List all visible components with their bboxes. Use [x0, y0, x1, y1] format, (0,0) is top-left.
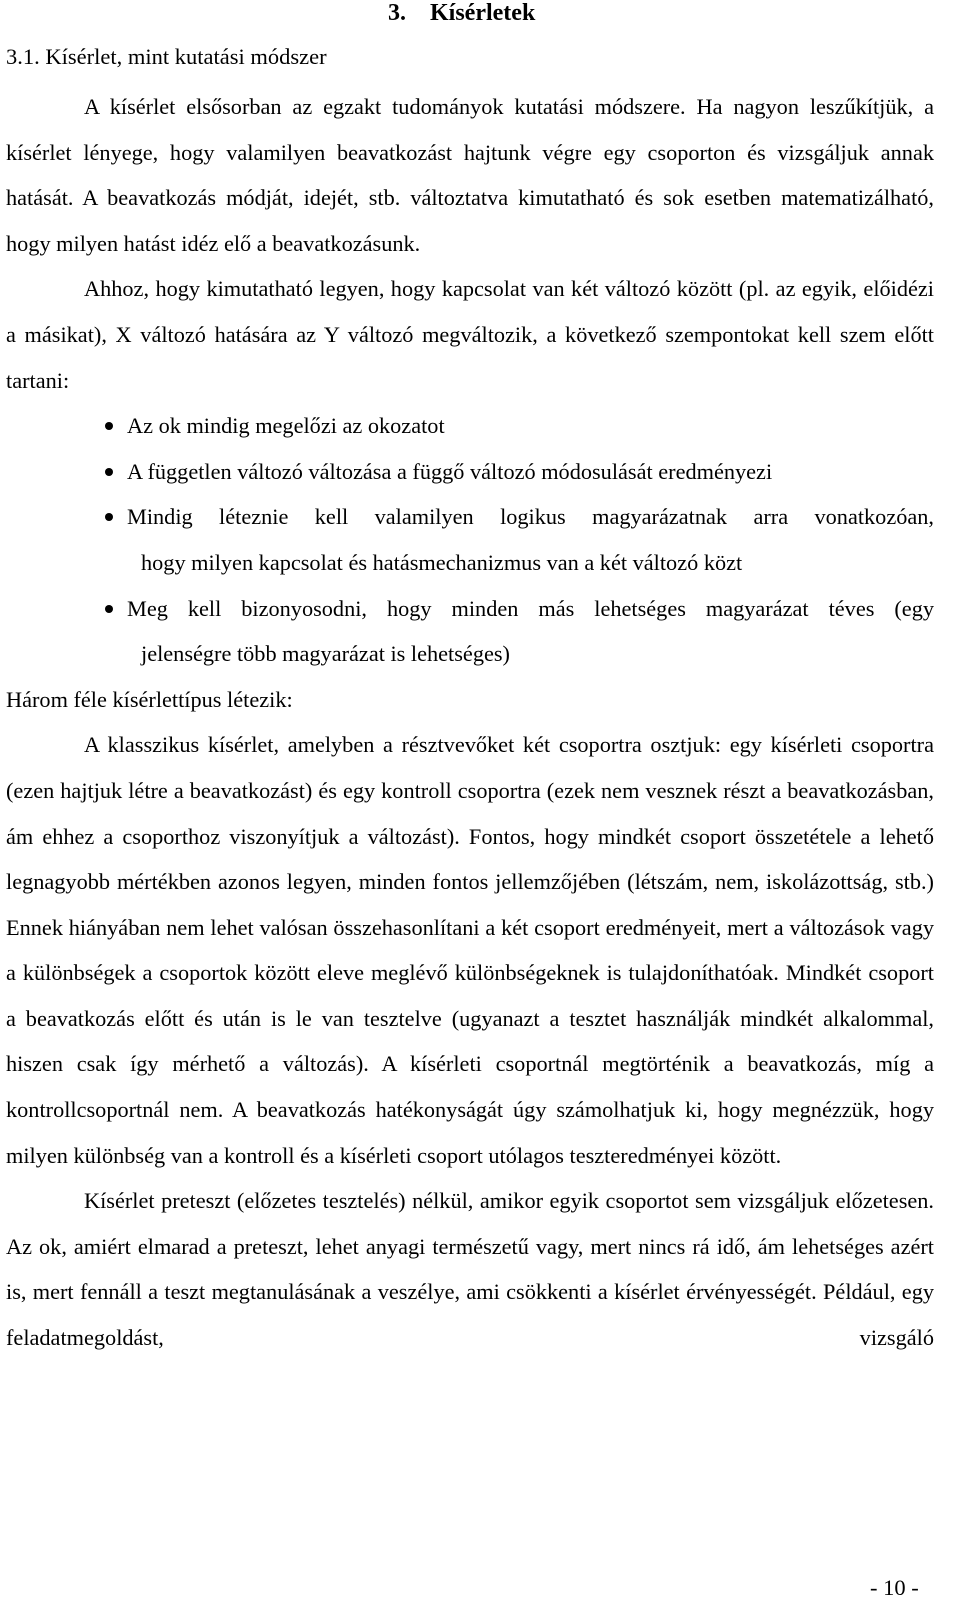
- criteria-list: [6, 403, 934, 677]
- section-title: 3.1. Kísérlet, mint kutatási módszer: [6, 44, 327, 69]
- body-text: [6, 84, 934, 1361]
- list-item-text: Meg kell bizonyosodni, hogy minden más lehetséges magyarázat téves (egy: [127, 595, 934, 621]
- paragraph-types-intro: Három féle kísérlettípus létezik:: [6, 686, 293, 712]
- list-item: [6, 494, 934, 585]
- paragraph-relationship: Ahhoz, hogy kimutatható legyen, hogy kapcsolat van két változó között (pl. az egyik, előidézi a másikat), X változó hatására az Y változó megváltozik, a következő szempontokat kell szem előtt tartani:: [6, 276, 934, 393]
- bullet-icon: [105, 468, 113, 476]
- list-item: [6, 586, 934, 677]
- list-item-text: Mindig léteznie kell valamilyen logikus magyarázatnak arra vonatkozóan,: [127, 504, 934, 530]
- list-item-text-continued: jelenségre több magyarázat is lehetséges): [141, 641, 510, 667]
- paragraph-classic-experiment: A klasszikus kísérlet, amelyben a résztvevőket két csoportra osztjuk: egy kísérleti csoportra (ezen hajtjuk létre a beavatkozást) és egy kontroll csoportra (ezek nem vesznek részt a beavatkozásban, ám ehhez a csoporthoz viszonyítjuk a változást). Fontos, hogy mindkét csoport összetétele a lehető legnagyobb mértékben azonos legyen, minden fontos jellemzőjében (létszám, nem, iskolázottság, stb.) Ennek hiányában nem lehet valósan összehasonlítani a két csoport eredményeit, mert a változások vagy a különbségek a csoportok között eleve meglévő különbségeknek is tulajdoníthatóak. Mindkét csoport a beavatkozás előtt és után is le van tesztelve (ugyanazt a tesztet használják mindkét alkalommal, hiszen csak így mérhető a változás). A kísérleti csoportnál megtörténik a beavatkozás, míg a kontrollcsoportnál nem. A beavatkozás hatékonyságát úgy számolhatjuk ki, hogy megnézzük, hogy milyen különbség van a kontroll és a kísérleti csoport utólagos teszteredményei között.: [6, 732, 934, 1168]
- list-item-text-continued: hogy milyen kapcsolat és hatásmechanizmus van a két változó közt: [141, 549, 743, 575]
- list-item: [6, 403, 934, 449]
- list-item-text: A független változó változása a függő változó módosulását eredményezi: [127, 458, 773, 484]
- chapter-title: 3. Kísérletek: [388, 0, 536, 26]
- paragraph-no-pretest: Kísérlet preteszt (előzetes tesztelés) nélkül, amikor egyik csoportot sem vizsgáljuk előzetesen. Az ok, amiért elmarad a preteszt, lehet anyagi természetű vagy, mert nincs rá idő, ám lehetséges azért is, mert fennáll a teszt megtanulásának a veszélye, ami csökkenti a kísérlet érvényességét. Például, egy feladatmegoldást, vizsgáló: [6, 1188, 934, 1351]
- bullet-icon: [105, 605, 113, 613]
- page-number: - 10 -: [870, 1575, 919, 1600]
- list-item-text: Az ok mindig megelőzi az okozatot: [127, 413, 445, 439]
- bullet-icon: [105, 422, 113, 430]
- list-item: [6, 449, 934, 495]
- bullet-icon: [105, 513, 113, 521]
- paragraph-intro: A kísérlet elsősorban az egzakt tudományok kutatási módszere. Ha nagyon leszűkítjük, a kísérlet lényege, hogy valamilyen beavatkozást hajtunk végre egy csoporton és vizsgáljuk annak hatását. A beavatkozás módját, idejét, stb. változtatva kimutatható és sok esetben matematizálható, hogy milyen hatást idéz elő a beavatkozásunk.: [6, 94, 934, 256]
